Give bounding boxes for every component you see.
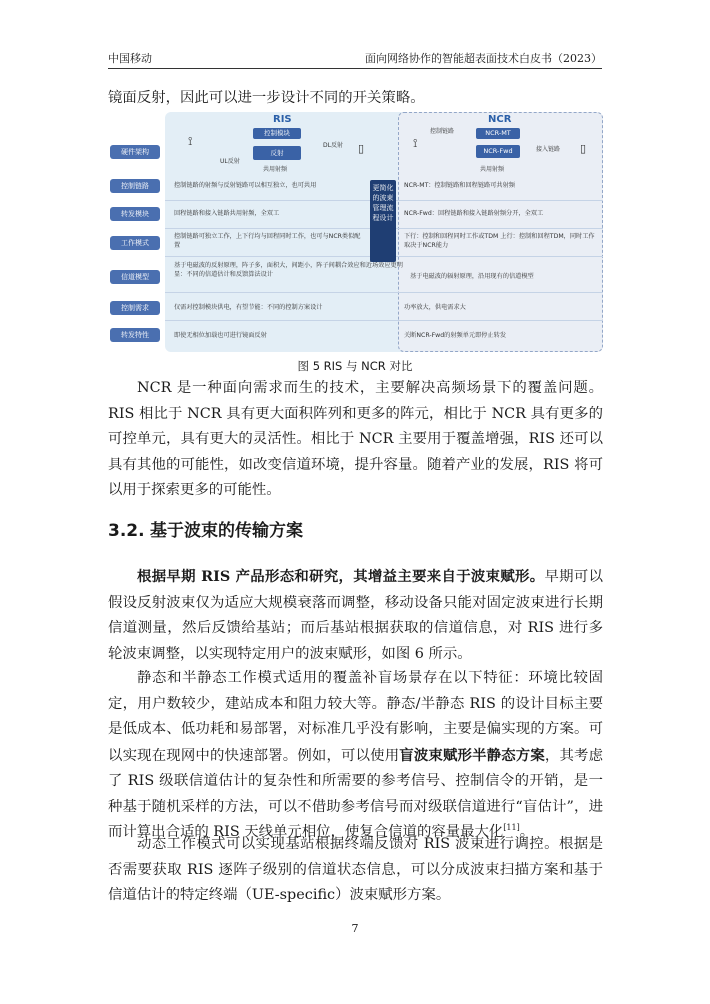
paragraph-top: 镜面反射，因此可以进一步设计不同的开关策略。 bbox=[108, 90, 425, 106]
ncr-ctrl-link: 控制链路 bbox=[430, 128, 455, 135]
paragraph-beamforming bbox=[108, 564, 603, 667]
tower-icon: ⟟ bbox=[188, 134, 193, 148]
row-label-ctrl-link: 控制链路 bbox=[110, 179, 160, 193]
figure-caption: 图 5 RIS 与 NCR 对比 bbox=[297, 359, 413, 373]
row-label-ctrl-req: 控制需求 bbox=[110, 301, 160, 315]
paragraph-dynamic-mode: 动态工作模式可以实现基站根据终端反馈对 RIS 波束进行调控。根据是否需要获取 RIS 逐阵子级别的信道状态信息，可以分成波束扫描方案和基于信道估计的特定终端（UE-specific）波束赋形方案。 bbox=[108, 836, 603, 903]
row-ncr-fwd: NCR-Fwd：回程链路和接入链路射频分开，全双工 bbox=[404, 210, 544, 217]
paragraph-text: ，其考虑了 RIS 级联信道估计的复杂性和所需要的参考信号、控制信令的开销，是一种基于随机采样的方法，可以不借助参考信号而对级联信道进行“盲估计”，进而计算出合适的 RIS 天线单元相位，使复合信道的容量最大化 bbox=[108, 747, 603, 840]
row-ncr-fwd-char: 关断NCR-Fwd的射频单元即停止转发 bbox=[404, 332, 507, 339]
row-ncr-mode: 下行：控制和回程同时工作或TDM 上行：控制和回程TDM，同时工作取决于NCR能力 bbox=[404, 233, 595, 249]
row-ris-ctrl-req: 仅需对控制模块供电，有望节能：不同的控制方案设计 bbox=[174, 304, 323, 311]
reference: [11] bbox=[503, 823, 520, 833]
ris-title: RIS bbox=[273, 114, 292, 125]
header-right: 面向网络协作的智能超表面技术白皮书（2023） bbox=[365, 52, 602, 65]
ncr-phone-icon: ▯ bbox=[580, 142, 587, 155]
row-label-fwd-char: 转发特性 bbox=[110, 328, 160, 342]
row-ris-mode: 控制链路可独立工作，上下行均与回程同时工作，也可与NCR类似配置 bbox=[174, 233, 361, 249]
section-heading bbox=[108, 516, 303, 541]
paragraph-ncr: NCR 是一种面向需求而生的技术，主要解决高频场景下的覆盖问题。RIS 相比于 NCR 具有更大面积阵列和更多的阵元，相比于 NCR 具有更多的可控单元，具有更大的灵活性。相比于 NCR 主要用于覆盖增强，RIS 还可以具有其他的可能性，如改变信道环境，提升容量。随着产业的发展，RIS 将可以用于探索更多的可能性。 bbox=[108, 380, 603, 498]
ncr-access: 接入链路 bbox=[536, 146, 561, 153]
row-ris-ctrl-link: 控制链路的射频与反射链路可以相互独立，也可共用 bbox=[174, 182, 317, 189]
ncr-mt-box: NCR-MT bbox=[476, 128, 520, 139]
phone-icon: ▯ bbox=[358, 142, 365, 155]
header-left: 中国移动 bbox=[108, 52, 152, 65]
ris-reflect: 反射 bbox=[253, 146, 301, 160]
row-ncr-ctrl-req: 功率放大，供电需求大 bbox=[404, 304, 466, 311]
row-label-channel: 信道模型 bbox=[110, 270, 160, 284]
ncr-shared: 共用射频 bbox=[480, 166, 505, 173]
divider bbox=[165, 320, 603, 321]
row-ncr-ctrl-link: NCR-MT：控制链路和回程链路可共射频 bbox=[404, 182, 515, 189]
figure-ris-vs-ncr bbox=[108, 112, 603, 352]
ncr-fwd-box: NCR-Fwd bbox=[476, 145, 520, 158]
ris-dl: DL反射 bbox=[323, 142, 343, 149]
row-label-fwd: 转发模块 bbox=[110, 207, 160, 221]
row-ris-channel: 基于电磁波的反射原理，阵子多，面积大，间距小，阵子间耦合效应和近场效应更明显：不同的信道估计和反馈算法设计 bbox=[174, 262, 403, 278]
paragraph-static-mode bbox=[108, 666, 603, 846]
ncr-tower-icon: ⟟ bbox=[413, 136, 418, 150]
row-label-mode: 工作模式 bbox=[110, 236, 160, 250]
row-label-hw: 硬件架构 bbox=[110, 145, 160, 159]
row-ris-fwd-char: 即使无相位加载也可进行镜面反射 bbox=[174, 332, 267, 339]
section-number: 3.2. bbox=[108, 521, 145, 541]
bold-lead: 根据早期 RIS 产品形态和研究，其增益主要来自于波束赋形。 bbox=[137, 568, 545, 585]
section-title: 基于波束的传输方案 bbox=[150, 521, 303, 541]
center-note: 更简化的波束管理流程设计 bbox=[370, 180, 396, 262]
row-ncr-channel: 基于电磁波的辐射原理，沿用现有的信道模型 bbox=[410, 273, 534, 280]
paragraph-text: 静态和半静态工作模式适用的覆盖补盲场景存在以下特征：环境比较固定，用户数较少，建站成本和阻力较大等。静态/半静态 RIS 的设计目标主要是低成本、低功耗和易部署，对标准几乎没有影响，主要是偏实现的方案。可以实现在现网中的快速部署。例如，可以使用 bbox=[108, 670, 603, 764]
ncr-title: NCR bbox=[488, 114, 512, 125]
ris-ul: UL反射 bbox=[220, 158, 240, 165]
paragraph-text: 。 bbox=[519, 824, 535, 840]
paragraph-text: 早期可以假设反射波束仅为适应大规模衰落而调整，移动设备只能对固定波束进行长期信道测量，然后反馈给基站；而后基站根据获取的信道信息，对 RIS 进行多轮波束调整，以实现特定用户的波束赋形，如图 6 所示。 bbox=[108, 569, 603, 662]
ris-shared: 共用射频 bbox=[263, 166, 288, 173]
divider bbox=[165, 292, 603, 293]
page-number: 7 bbox=[351, 922, 359, 935]
row-ris-fwd: 回程链路和接入链路共用射频，全双工 bbox=[174, 210, 280, 217]
bold-scheme: 盲波束赋形半静态方案 bbox=[399, 746, 545, 764]
page-header bbox=[108, 50, 602, 69]
ris-ctrl-module: 控制模块 bbox=[253, 128, 301, 139]
